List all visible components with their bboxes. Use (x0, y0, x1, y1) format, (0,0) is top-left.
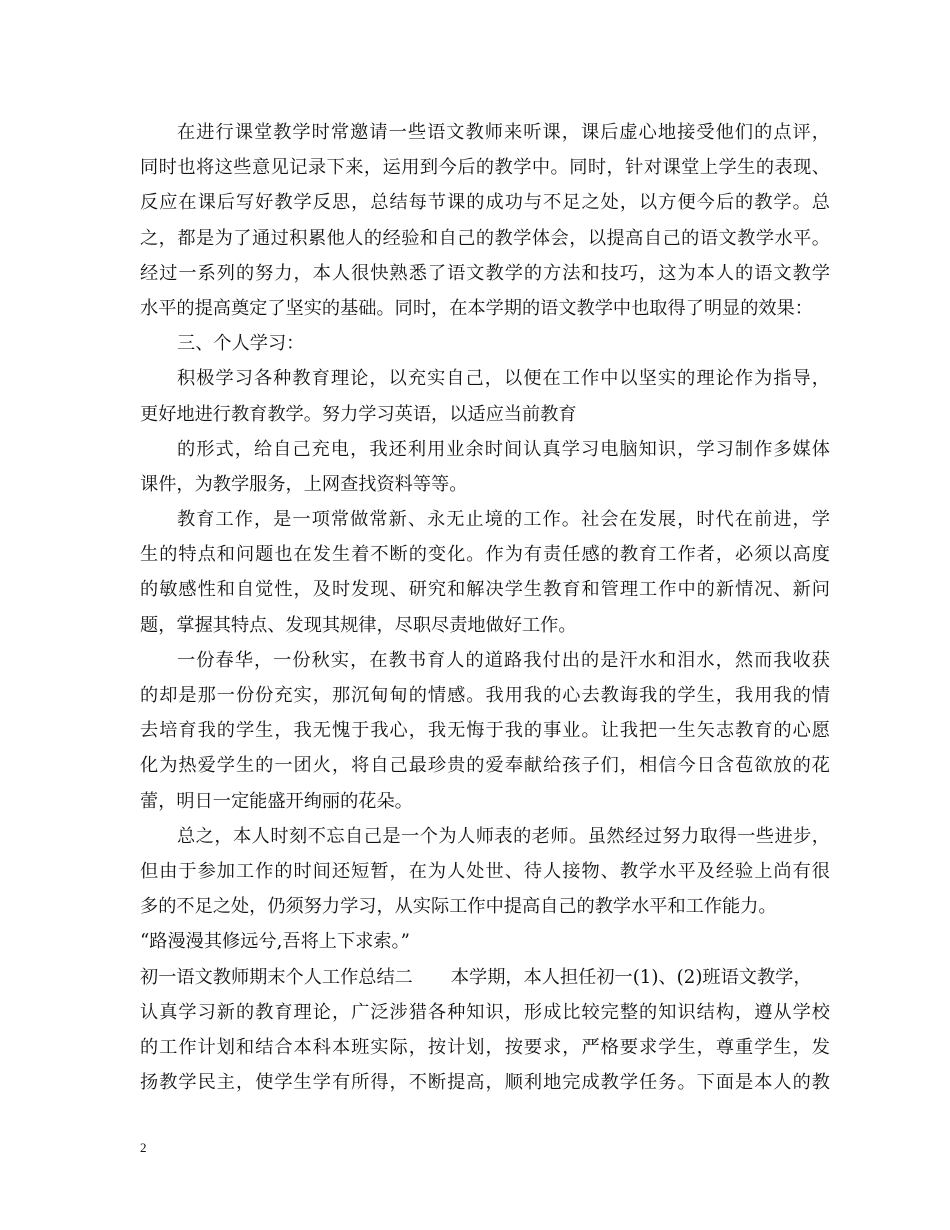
quote-line: “路漫漫其修远兮,吾将上下求索。” (140, 931, 410, 953)
section-title-line (140, 960, 830, 995)
text-line-26: 认真学习新的教育理论，广泛涉猎各种知识，形成比较完整的知识结构，遵从学校 (140, 1001, 830, 1023)
text-line-11: 课件，为教学服务，上网查找资料等等。 (140, 473, 468, 495)
text-line-3: 反应在课后写好教学反思，总结每节课的成功与不足之处，以方便今后的教学。总 (140, 192, 830, 214)
text-line-10: 的形式，给自己充电，我还利用业余时间认真学习电脑知识，学习制作多媒体 (177, 438, 830, 460)
text-line-14: 的敏感性和自觉性，及时发现、研究和解决学生教育和管理工作中的新情况、新问 (140, 579, 830, 601)
text-line-5: 经过一系列的努力，本人很快熟悉了语文教学的方法和技巧，这为本人的语文教学 (140, 262, 830, 284)
text-line-15: 题，掌握其特点、发现其规律，尽职尽责地做好工作。 (140, 614, 577, 636)
section-heading-personal-study: 三、个人学习： (177, 333, 305, 355)
text-line-18: 去培育我的学生，我无愧于我心，我无悔于我的事业。让我把一生矢志教育的心愿 (140, 720, 830, 742)
text-line-20: 蕾，明日一定能盛开绚丽的花朵。 (140, 790, 413, 812)
text-line-9: 更好地进行教育教学。努力学习英语，以适应当前教育 (140, 403, 577, 425)
text-line-1: 在进行课堂教学时常邀请一些语文教师来听课，课后虚心地接受他们的点评， (177, 122, 830, 143)
document-body (140, 115, 830, 1100)
text-line-19: 化为热爱学生的一团火，将自己最珍贵的爱奉献给孩子们，相信今日含苞欲放的花 (140, 755, 830, 777)
text-line-16: 一份春华，一份秋实，在教书育人的道路我付出的是汗水和泪水，然而我收获 (177, 649, 830, 671)
text-line-2: 同时也将这些意见记录下来，运用到今后的教学中。同时，针对课堂上学生的表现、 (140, 157, 830, 179)
text-line-6: 水平的提高奠定了坚实的基础。同时，在本学期的语文教学中也取得了明显的效果： (140, 297, 813, 319)
text-line-23: 多的不足之处，仍须努力学习，从实际工作中提高自己的教学水平和工作能力。 (140, 896, 777, 918)
text-line-8: 积极学习各种教育理论，以充实自己，以便在工作中以坚实的理论作为指导， (177, 368, 830, 390)
page-number: 2 (140, 1140, 147, 1155)
text-line-21: 总之，本人时刻不忘自己是一个为人师表的老师。虽然经过努力取得一些进步， (177, 825, 830, 847)
text-line-27: 的工作计划和结合本科本班实际，按计划，按要求，严格要求学生，尊重学生，发 (140, 1036, 830, 1058)
text-line-17: 的却是那一份份充实，那沉甸甸的情感。我用我的心去教诲我的学生，我用我的情 (140, 685, 830, 706)
text-line-12: 教育工作，是一项常做常新、永无止境的工作。社会在发展，时代在前进，学 (177, 509, 830, 531)
section-title: 初一语文教师期末个人工作总结二 (140, 966, 413, 988)
text-line-13: 生的特点和问题也在发生着不断的变化。作为有责任感的教育工作者，必须以高度 (140, 544, 830, 566)
text-line-28: 扬教学民主，使学生学有所得，不断提高，顺利地完成教学任务。下面是本人的教 (140, 1072, 830, 1094)
text-line-22: 但由于参加工作的时间还短暂，在为人处世、待人接物、教学水平及经验上尚有很 (140, 860, 830, 882)
text-line-4: 之，都是为了通过积累他人的经验和自己的教学体会，以提高自己的语文教学水平。 (140, 227, 830, 249)
section-first-sentence: 本学期，本人担任初一(1)、(2)班语文教学， (450, 966, 812, 988)
